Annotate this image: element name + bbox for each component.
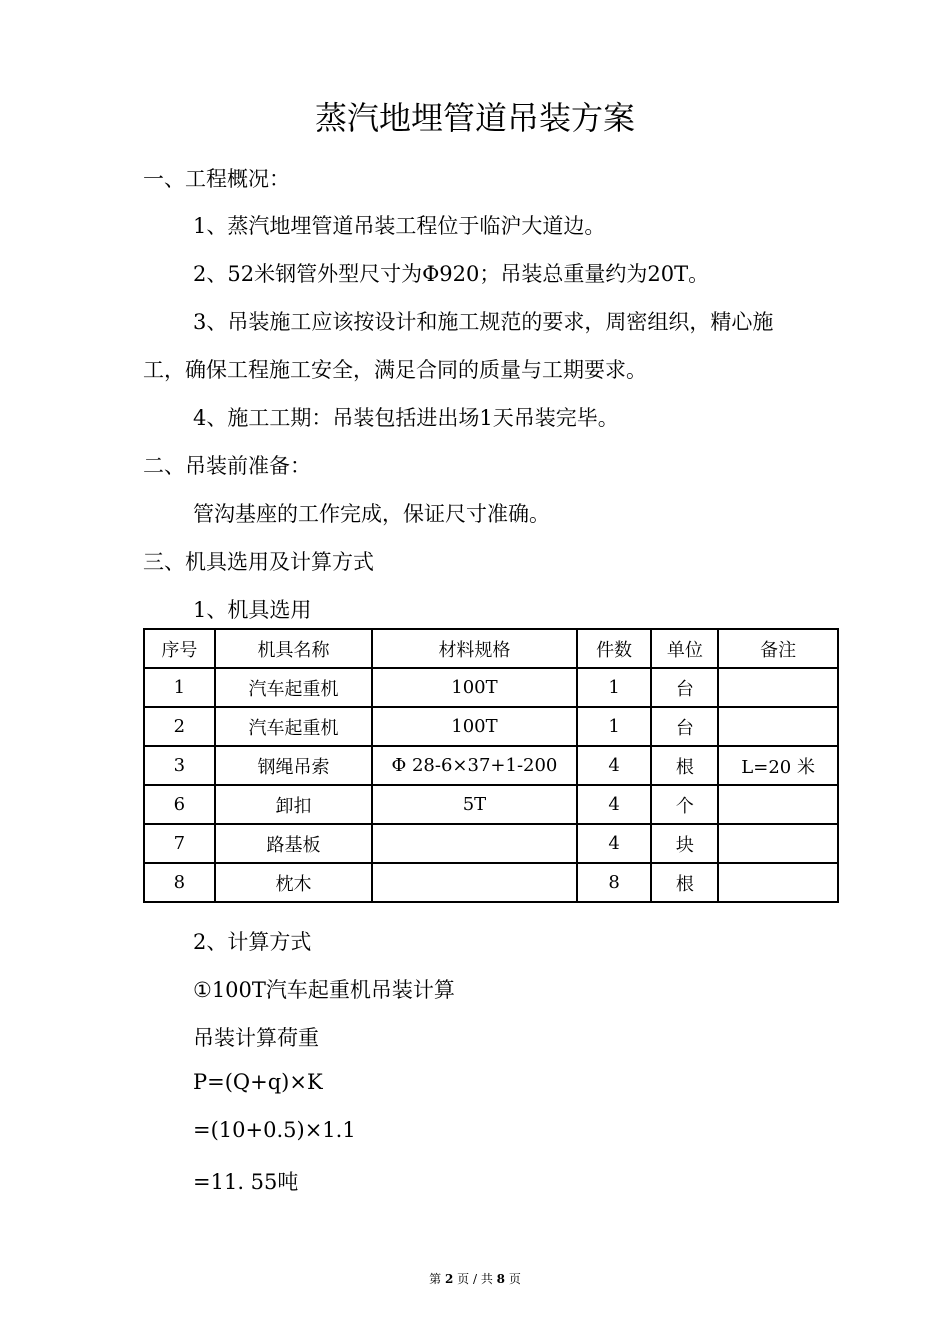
table-cell [372,824,576,863]
section-3-sub-1: 1、机具选用 [193,598,312,622]
table-cell: 8 [144,863,215,902]
calc-label: 吊装计算荷重 [193,1026,319,1050]
calc-step: =(10+0.5)×1.1 [193,1118,356,1142]
table-cell: L=20 米 [718,746,838,785]
table-cell: 台 [651,668,718,707]
table-row [144,824,838,863]
table-cell [718,707,838,746]
page-footer [0,1270,950,1287]
footer-total-pages: 8 [496,1272,506,1286]
table-cell [372,863,576,902]
table-cell: 路基板 [215,824,372,863]
table-cell [718,668,838,707]
table-row [144,863,838,902]
table-cell: 7 [144,824,215,863]
calc-title: ①100T汽车起重机吊装计算 [193,978,455,1002]
calc-formula: P=(Q+q)×K [193,1070,323,1094]
section-1-item-4: 4、施工工期：吊装包括进出场1天吊装完毕。 [193,406,619,430]
footer-suffix: 页 [508,1272,521,1286]
table-row [144,668,838,707]
table-cell: 5T [372,785,576,824]
section-3-heading: 三、机具选用及计算方式 [143,550,374,574]
table-cell: 100T [372,668,576,707]
table-cell [718,824,838,863]
table-cell: 6 [144,785,215,824]
table-cell: 2 [144,707,215,746]
table-cell: 台 [651,707,718,746]
table-cell: 4 [577,785,652,824]
section-1-heading: 一、工程概况： [143,167,290,191]
footer-prefix: 第 [429,1272,442,1286]
section-3-sub-2: 2、计算方式 [193,930,312,954]
table-cell: 8 [577,863,652,902]
header-cell: 机具名称 [215,629,372,668]
table-cell: 100T [372,707,576,746]
table-cell: 枕木 [215,863,372,902]
section-1-item-3-line-1: 3、吊装施工应该按设计和施工规范的要求，周密组织，精心施 [193,310,774,334]
table-row [144,785,838,824]
table-cell: 4 [577,824,652,863]
table-cell: 卸扣 [215,785,372,824]
table-cell: 1 [577,668,652,707]
table-cell: 1 [577,707,652,746]
table-cell [718,863,838,902]
table-header-row [144,629,838,668]
table-cell: 块 [651,824,718,863]
section-2-text: 管沟基座的工作完成，保证尺寸准确。 [193,502,550,526]
table-row [144,746,838,785]
header-cell: 序号 [144,629,215,668]
table-cell: Φ 28-6×37+1-200 [372,746,576,785]
section-1-item-3-line-2: 工，确保工程施工安全，满足合同的质量与工期要求。 [143,358,647,382]
table-cell: 4 [577,746,652,785]
equipment-table [143,628,839,903]
header-cell: 备注 [718,629,838,668]
table-cell: 钢绳吊索 [215,746,372,785]
header-cell: 件数 [577,629,652,668]
table-cell: 根 [651,746,718,785]
table-cell: 3 [144,746,215,785]
table-cell: 1 [144,668,215,707]
header-cell: 材料规格 [372,629,576,668]
footer-page-number: 2 [444,1272,454,1286]
table-cell [718,785,838,824]
page-title: 蒸汽地埋管道吊装方案 [314,99,635,137]
section-1-item-2: 2、52米钢管外型尺寸为Φ920；吊装总重量约为20T。 [193,262,710,286]
header-cell: 单位 [651,629,718,668]
section-2-heading: 二、吊装前准备： [143,454,311,478]
table-cell: 根 [651,863,718,902]
table-cell: 个 [651,785,718,824]
section-1-item-1: 1、蒸汽地埋管道吊装工程位于临沪大道边。 [193,214,606,238]
table-cell: 汽车起重机 [215,668,372,707]
calc-result: =11. 55吨 [193,1170,299,1194]
table-row [144,707,838,746]
footer-mid: 页 / 共 [457,1272,493,1286]
table-cell: 汽车起重机 [215,707,372,746]
